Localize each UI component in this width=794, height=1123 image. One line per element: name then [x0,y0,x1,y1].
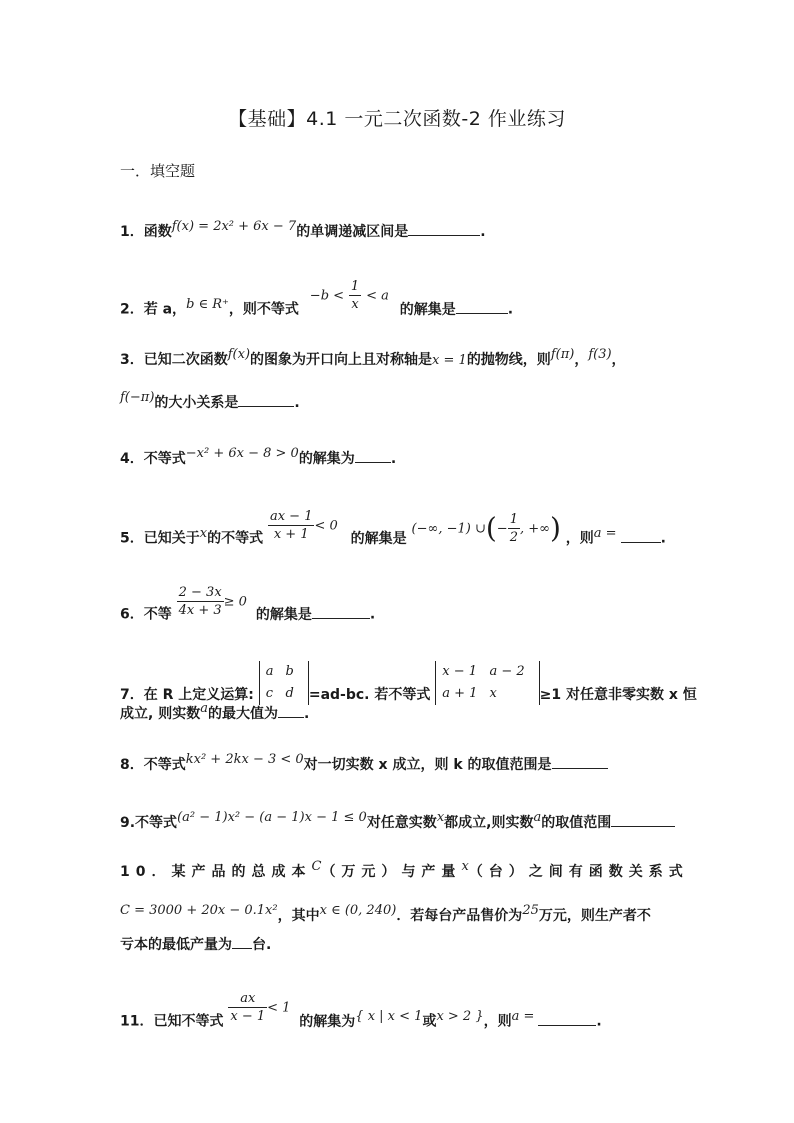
q7-text-2: ≥1 对任意非零实数 x 恒 [539,687,697,703]
q3-sep: ， [611,352,626,368]
q11-cmp: < 1 [267,1000,291,1016]
q9-formula: (a² − 1)x² − (a − 1)x − 1 ≤ 0 [177,810,367,825]
q7-var: a [200,701,208,716]
question-10 [120,859,689,886]
answer-blank[interactable] [238,392,294,407]
q4-text: 的解集为 [298,451,355,467]
q10-range: x ∈ (0, 240) [319,903,397,918]
q3-fnegpi: f(−π) [120,390,155,405]
q6-period: . [369,606,376,623]
q10-text-3: ，其中 [277,908,320,924]
q2-condition: b ∈ R⁺ [186,296,229,312]
q11-den: x − 1 [230,1009,266,1024]
q11-set-1: { x | x < 1 [355,1008,423,1024]
question-10-line-3 [120,932,680,958]
q3-sep: ， [574,352,589,368]
q10-char: 总 [251,864,272,880]
q10-text-7: 台 [252,937,266,953]
q3-f3: f(3) [588,347,612,362]
q6-inequality [177,584,247,619]
q9-text-3: 的取值范围 [541,815,612,831]
q11-num: ax [228,990,267,1008]
answer-blank[interactable] [621,528,661,543]
q10-char: 本 [291,864,312,880]
q5-var: x [199,525,208,541]
q6-num: 2 − 3x [178,585,222,600]
q8-formula: kx² + 2kx − 3 < 0 [185,752,304,767]
q3-text: 的图象为开口向上且对称轴是 [250,352,433,368]
det-cell: b [285,664,294,679]
q7-period: . [303,706,310,722]
q7-text: =ad-bc. 若不等式 [308,687,431,703]
q3-fpi: f(π) [550,347,575,362]
q2-inequality [310,278,389,313]
answer-blank[interactable] [312,604,370,619]
q4-formula: −x² + 6x − 8 > 0 [185,446,299,461]
q9-text-2: 都成立,则实数 [444,815,534,831]
q2-num: 1 [350,279,360,294]
q11-fraction [228,990,267,1025]
q9-text: 对任意实数 [366,815,437,831]
q10-cost-var: C [311,859,322,874]
q10-unit: （万元） [321,864,402,880]
q4-prefix: 4．不等式 [120,451,186,467]
q5-interval: (−∞, −1) ∪(− $\frac{1}{2}$ , +∞) [411,511,561,545]
question-8 [120,752,680,779]
question-3-line-2 [120,390,680,417]
det-cell: c [265,686,274,701]
det-cell: a − 2 [489,664,525,679]
q5-tail: , +∞ [519,521,550,537]
question-9 [120,810,680,837]
q9-var2: a [533,810,542,825]
q5-inequality [268,508,338,543]
q11-prefix: 11．已知不等式 [120,1013,224,1030]
q10-char: 产 [191,864,212,880]
q5-cmp: < 0 [314,518,338,534]
answer-blank[interactable] [552,754,608,769]
q2-text-2: 的解集是 [399,301,456,318]
q7-prefix: 7．在 R 上定义运算: [120,687,254,703]
question-7-line-2 [120,701,680,728]
question-1 [120,219,680,246]
q10-text: 与产量 [401,864,462,880]
q2-fraction [349,278,361,313]
q10-dot: ． [151,864,172,880]
q5-ask: a = [593,525,617,541]
q5-text: 的不等式 [207,530,264,547]
q2-prefix: 2．若 a， [120,301,187,318]
q11-inequality [228,990,290,1025]
q10-period: . [266,937,272,953]
q6-prefix: 6．不等 [120,606,172,623]
q10-unit-2: （台） [468,864,529,880]
q7-det-1 [259,661,309,705]
q9-prefix: 9.不等式 [120,815,178,831]
q7-text-4: 的最大值为 [207,706,278,722]
question-6 [120,585,680,632]
q11-ask: a = [511,1008,535,1024]
q3-axis: x = 1 [432,353,467,368]
q5-den: x + 1 [273,527,309,542]
question-2 [120,279,680,327]
answer-blank[interactable] [355,448,391,463]
q8-prefix: 8．不等式 [120,757,186,773]
section-heading: 一．填空题 [120,162,196,180]
page-title: 【基础】4.1 一元二次函数-2 作业练习 [228,108,566,130]
q6-den: 4x + 3 [178,603,222,618]
q11-set-2: x > 2 } [436,1008,484,1024]
q2-text: ，则不等式 [228,301,299,318]
question-11 [120,991,680,1039]
q10-price: 25 [522,903,539,918]
q1-period: . [480,224,486,240]
q5-neg: − [496,521,508,537]
q6-text: 的解集是 [255,606,312,623]
answer-blank[interactable] [456,299,508,314]
q10-formula: C = 3000 + 20x − 0.1x² [120,903,278,918]
answer-blank[interactable] [408,221,480,236]
q3-prefix: 3．已知二次函数 [120,352,228,368]
answer-blank[interactable] [611,812,675,827]
det-cell: d [285,686,294,701]
question-4 [120,446,680,473]
q10-char: 某 [171,864,192,880]
q3-text-2: 的抛物线，则 [466,352,551,368]
q5-period: . [660,530,666,547]
q5-half [508,511,520,546]
q2-period: . [507,301,514,318]
q3-period: . [294,395,300,411]
q5-text-2: 的解集是 [350,530,407,547]
det-cell: x [489,686,497,701]
q9-var: x [436,810,445,825]
question-5 [120,509,680,556]
q2-rhs: < a [366,288,389,304]
q3-text-3: 的大小关系是 [154,395,239,411]
q10-x-var: x [461,859,469,874]
q11-text: 的解集为 [299,1013,356,1030]
answer-blank[interactable] [278,703,304,718]
q6-fraction [177,584,224,619]
q11-text-2: ，则 [483,1013,512,1030]
q6-cmp: ≥ 0 [223,594,247,610]
q5-half-den: 2 [509,530,518,545]
q7-text-3: 成立, 则实数 [120,706,201,722]
q5-num: ax − 1 [269,509,313,524]
q1-formula: f(x) = 2x² + 6x − 7 [171,219,297,234]
q4-period: . [390,451,397,467]
q10-text-4: ．若每台产品售价为 [396,908,523,924]
q11-period: . [596,1013,602,1030]
question-3 [120,347,680,374]
q10-char: 成 [271,864,292,880]
q5-interval-1: (−∞, −1) ∪ [411,521,486,537]
q10-text-2: 之间有函数关系式 [528,864,689,880]
det-cell: a [265,664,274,679]
q5-half-num: 1 [509,512,518,527]
q7-det-2 [435,661,539,705]
q3-func: f(x) [227,347,251,362]
q1-text: 的单调递减区间是 [296,224,409,240]
q2-den: x [351,297,359,312]
q2-lhs: −b < [309,288,345,304]
q5-prefix: 5．已知关于 [120,530,200,547]
q1-prefix: 1．函数 [120,224,172,240]
q10-char: 品 [211,864,232,880]
q11-or: 或 [422,1013,437,1030]
q10-number: 10 [120,864,152,880]
q10-char: 的 [231,864,252,880]
q5-fraction [268,508,315,543]
q10-text-5: 万元，则生产者不 [538,908,651,924]
answer-blank[interactable] [232,934,252,949]
det-cell: a + 1 [442,686,478,701]
question-10-line-2 [120,903,680,930]
det-cell: x − 1 [442,664,478,679]
q5-text-3: ，则 [565,530,594,547]
q8-text: 对一切实数 x 成立，则 k 的取值范围是 [303,757,552,773]
answer-blank[interactable] [538,1011,596,1026]
q10-text-6: 亏本的最低产量为 [120,937,232,953]
